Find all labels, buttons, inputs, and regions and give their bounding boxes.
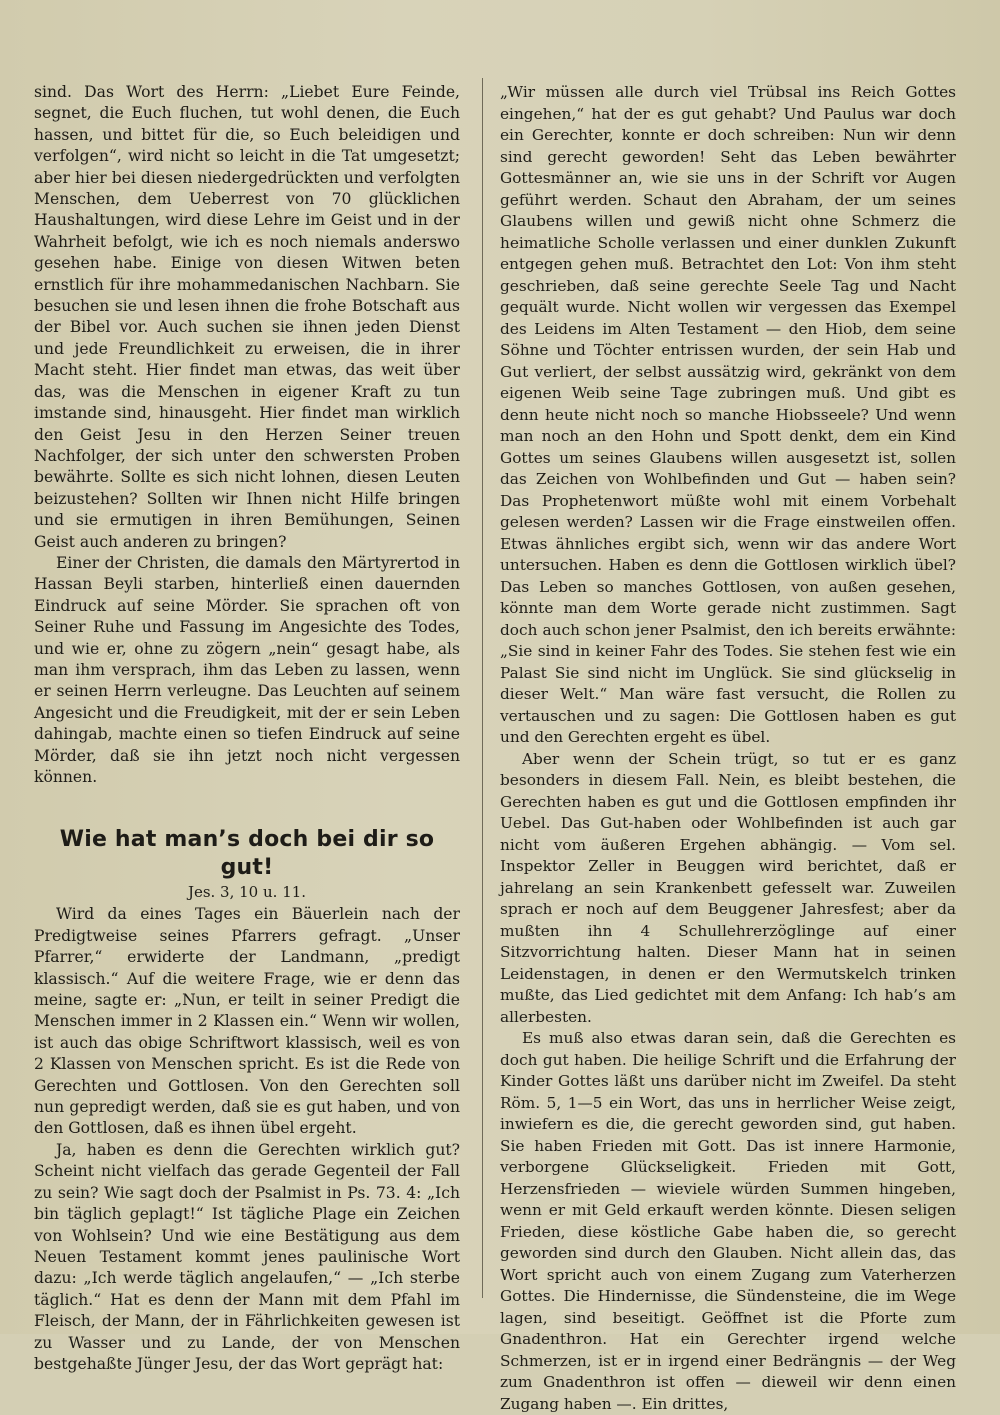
paragraph-frieden: Es muß also etwas daran sein, daß die Gerechten es doch gut haben. Die heilige Schrift und die Erfahrung der Kinder Gottes läßt uns darüber nicht im Zweifel. Da steht Röm. 5, 1—5 ein Wort, das uns in herrlicher Weise zeigt, inwiefern es die, die gerecht geworden sind, gut haben. Sie haben Frieden mit Gott. Das ist innere Harmonie, verborgene Glückseligkeit. Frieden mit Gott, Herzensfrieden — wieviele würden Summen hingeben, wenn er mit Geld erkauft werden könnte. Diesen seligen Frieden, diese köstliche Gabe haben die, so gerecht geworden sind durch den Glauben. Nicht allein das, das Wort spricht auch von einem Zugang zum Vaterherzen Gottes. Die Hindernisse, die Sündensteine, die im Wege lagen, sind beseitigt. Geöffnet ist die Pforte zum Gnadenthron. Hat ein Gerechter irgend welche Schmerzen, ist er in irgend einer Bedrängnis — der Weg zum Gnadenthron ist offen — dieweil wir denn einen Zugang haben —. Ein drittes, bbox=[500, 1029, 956, 1413]
column-divider bbox=[482, 78, 483, 1298]
scripture-reference: Jes. 3, 10 u. 11. bbox=[187, 883, 307, 902]
article-heading-block bbox=[34, 826, 460, 902]
paragraph-schein: Aber wenn der Schein trügt, so tut er es ganz besonders in diesem Fall. Nein, es bleibt bestehen, die Gerechten haben es gut und die Gottlosen empfinden ihr Uebel. Das Gut-haben oder Wohlbefinden ist auch gar nicht vom äußeren Ergehen abhängig. — Vom sel. Inspektor Zeller in Beuggen wird berichtet, daß er jahrelang an sein Krankenbett gefesselt war. Zuweilen sprach er noch auf dem Beuggener Jahresfest; aber da mußten ihn 4 Schullehrerzöglinge auf einer Sitzvorrichtung halten. Dieser Mann hat in seinen Leidenstagen, in denen er den Wermutskelch trinken mußte, das Lied gedichtet mit dem Anfang: Ich hab’s am allerbesten. bbox=[500, 749, 956, 1026]
left-column bbox=[34, 82, 460, 1375]
paragraph-baeuerlein: Wird da eines Tages ein Bäuerlein nach der Predigtweise seines Pfarrers gefragt. „Unser Pfarrer,“ erwiderte der Landmann, „predigt klassisch.“ Auf die weitere Frage, wie er denn das meine, sagte er: „Nun, er teilt in seiner Predigt die Menschen immer in 2 Klassen ein.“ Wenn wir wollen, ist auch das obige Schriftwort klassisch, weil es von 2 Klassen von Menschen spricht. Es ist die Rede von Gerechten und Gottlosen. Von den Gerechten soll nun gepredigt werden, daß sie es gut haben, und von den Gottlosen, daß es ihnen übel ergeht. bbox=[34, 905, 460, 1138]
paragraph-intro: sind. Das Wort des Herrn: „Liebet Eure Feinde, segnet, die Euch fluchen, tut wohl denen, die Euch hassen, und bittet für die, so Euch beleidigen und verfolgen“, wird nicht so leicht in die Tat umgesetzt; aber hier bei diesen niedergedrückten und verfolgten Menschen, dem Ueberrest von 70 glücklichen Haushaltungen, wird diese Lehre im Geist und in der Wahrheit befolgt, wie ich es noch niemals anderswo gesehen habe. Einige von diesen Witwen beten ernstlich für ihre mohammedanischen Nachbarn. Sie besuchen sie und lesen ihnen die frohe Botschaft aus der Bibel vor. Auch suchen sie ihnen jeden Dienst und jede Freundlichkeit zu erweisen, die in ihrer Macht steht. Hier findet man etwas, das weit über das, was die Menschen in eigener Kraft zu tun imstande sind, hinausgeht. Hier findet man wirklich den Geist Jesu in den Herzen Seiner treuen Nachfolger, der sich unter den schwersten Proben bewährte. Sollte es sich nicht lohnen, diesen Leuten beizustehen? Sollten wir Ihnen nicht Hilfe bringen und sie ermutigen in ihren Bemühungen, Seinen Geist auch anderen zu bringen? bbox=[34, 83, 460, 551]
paragraph-martyr: Einer der Christen, die damals den Märtyrertod in Hassan Beyli starben, hinterließ einen dauernden Eindruck auf seine Mörder. Sie sprachen oft von Seiner Ruhe und Fassung im Angesichte des Todes, und wie er, ohne zu zögern „nein“ gesagt habe, als man ihm versprach, ihm das Leben zu lassen, wenn er seinen Herrn verleugne. Das Leuchten auf seinem Angesicht und die Freudigkeit, mit der er sein Leben dahingab, machte einen so tiefen Eindruck auf seine Mörder, daß sie ihn jetzt noch nicht vergessen können. bbox=[34, 553, 460, 786]
paragraph-truebsal: „Wir müssen alle durch viel Trübsal ins Reich Gottes eingehen,“ hat der es gut gehabt? Und Paulus war doch ein Gerechter, konnte er doch schreiben: Nun wir denn sind gerecht geworden! Seht das Leben bewährter Gottesmänner an, wie sie uns in der Schrift vor Augen geführt werden. Schaut den Abraham, der um seines Glaubens willen und gewiß nicht ohne Schmerz die heimatliche Scholle verlassen und einer dunklen Zukunft entgegen gehen muß. Betrachtet den Lot: Von ihm steht geschrieben, daß seine gerechte Seele Tag und Nacht gequält wurde. Nicht wollen wir vergessen das Exempel des Leidens im Alten Testament — den Hiob, dem seine Söhne und Töchter entrissen wurden, der sein Hab und Gut verliert, der selbst aussätzig wird, gekränkt von dem eigenen Weib seine Tage zubringen muß. Und gibt es denn heute nicht noch so manche Hiobsseele? Und wenn man noch an den Hohn und Spott denkt, dem ein Kind Gottes um seines Glaubens willen ausgesetzt ist, sollen das Zeichen von Wohlbefinden und Gut — haben sein? Das Prophetenwort müßte wohl mit einem Vorbehalt gelesen werden? Lassen wir die Frage einstweilen offen. Etwas ähnliches ergibt sich, wenn wir das andere Wort untersuchen. Haben es denn die Gottlosen wirklich übel? Das Leben so manches Gottlosen, von außen gesehen, könnte man dem Worte gerade nicht zustimmen. Sagt doch auch schon jener Psalmist, den ich bereits erwähnte: „Sie sind in keiner Fahr des Todes. Sie stehen fest wie ein Palast Sie sind nicht im Unglück. Sie sind glückselig in dieser Welt.“ Man wäre fast versucht, die Rollen zu vertauschen und zu sagen: Die Gottlosen haben es gut und den Gerechten ergeht es übel. bbox=[500, 83, 956, 746]
article-heading: Wie hat man’s doch bei dir so gut! bbox=[59, 827, 435, 881]
paragraph-gerechten: Ja, haben es denn die Gerechten wirklich gut? Scheint nicht vielfach das gerade Gegenteil der Fall zu sein? Wie sagt doch der Psalmist in Ps. 73. 4: „Ich bin täglich geplagt!“ Ist tägliche Plage ein Zeichen von Wohlsein? Und wie eine Bestätigung aus dem Neuen Testament kommt jenes paulinische Wort dazu: „Ich werde täglich angelaufen,“ — „Ich sterbe täglich.“ Hat es denn der Mann mit dem Pfahl im Fleisch, der Mann, der in Fährlichkeiten gewesen ist zu Wasser und zu Lande, der von Menschen bestgehaßte Jünger Jesu, der das Wort geprägt hat: bbox=[34, 1140, 460, 1373]
right-column bbox=[500, 82, 956, 1415]
